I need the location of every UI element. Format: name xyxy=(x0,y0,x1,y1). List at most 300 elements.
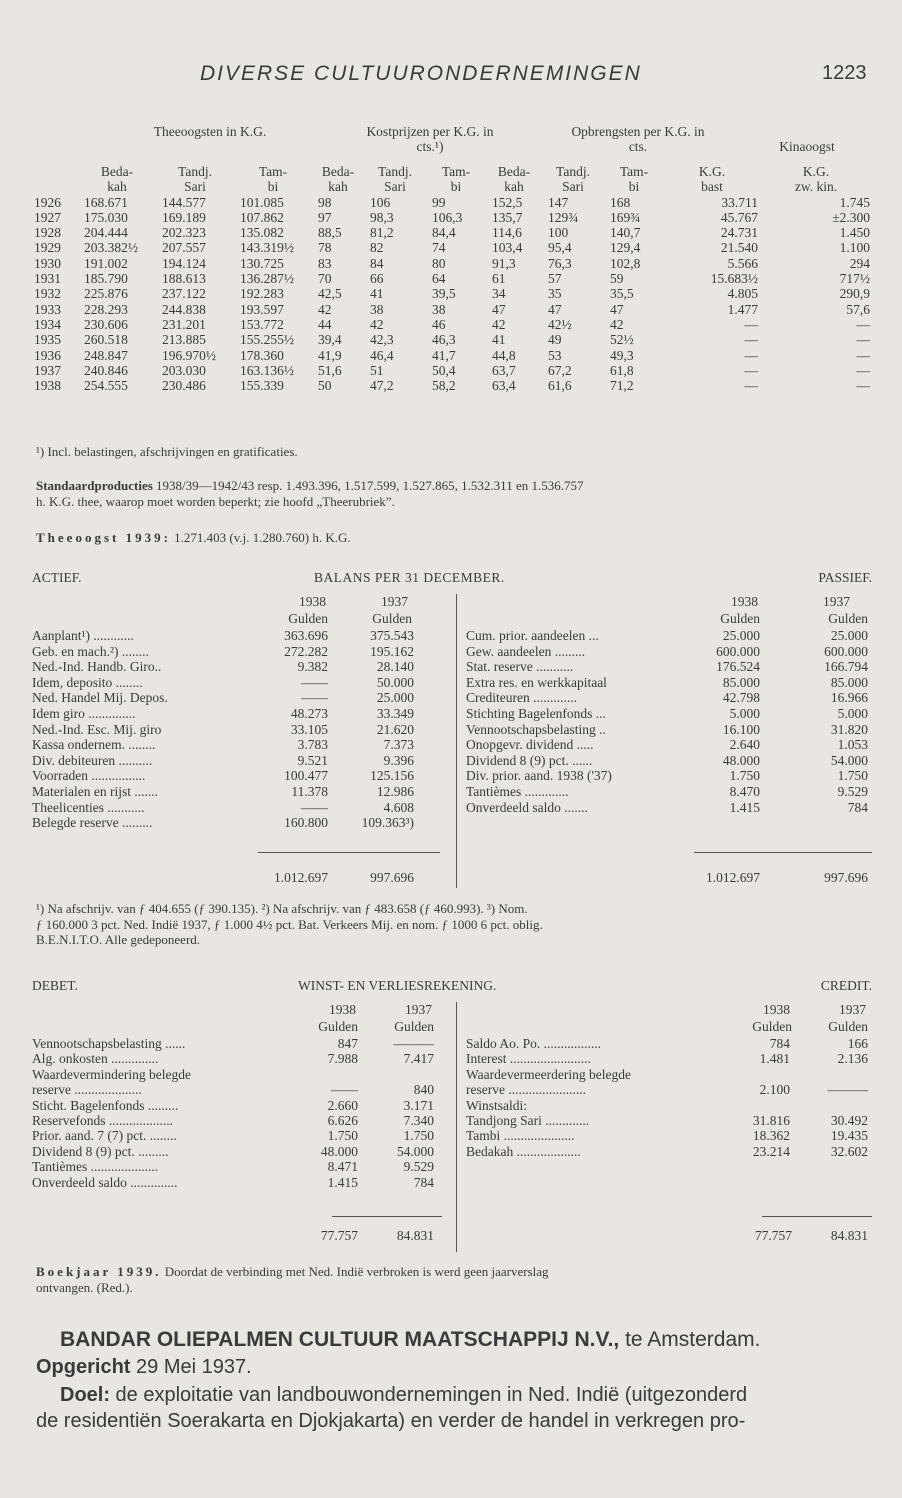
column-header: bi xyxy=(628,179,640,195)
passief-total-1938: 1.012.697 xyxy=(706,870,760,885)
table-cell: 95,4 xyxy=(548,240,572,256)
table-cell: 44 xyxy=(318,316,332,332)
value-1938: 3.783 xyxy=(297,737,328,753)
line-label: Idem giro .............. xyxy=(32,705,136,721)
value-1938: 1.481 xyxy=(759,1051,790,1067)
table-cell: 84 xyxy=(370,255,384,271)
column-header: zw. kin. xyxy=(794,179,838,195)
line-label: Voorraden ................ xyxy=(32,768,146,784)
list-item xyxy=(466,737,872,753)
value-1937: 375.543 xyxy=(370,628,414,643)
table-cell: 57 xyxy=(548,271,562,287)
page-number: 1223 xyxy=(822,62,867,84)
column-header: kah xyxy=(504,179,524,195)
column-header: Sari xyxy=(562,179,584,195)
value-1937: 9.529 xyxy=(403,1159,434,1175)
line-label: Cum. prior. aandeelen ... xyxy=(466,628,599,643)
table-cell: — xyxy=(744,347,758,363)
table-cell: 1.477 xyxy=(727,301,758,317)
credit-rule xyxy=(762,1216,872,1217)
line-label: Onverdeeld saldo ....... xyxy=(466,799,588,815)
column-header: Beda- xyxy=(497,164,531,179)
table-cell: 114,6 xyxy=(492,225,522,241)
table-cell: 24.731 xyxy=(720,225,758,241)
table-cell: 81,2 xyxy=(370,225,394,241)
value-1938: 7.988 xyxy=(327,1051,358,1067)
group-header-opbrengsten xyxy=(568,124,708,154)
value-1937: 1.750 xyxy=(837,768,868,784)
table-cell: 294 xyxy=(849,255,870,271)
table-cell: — xyxy=(856,362,870,378)
unit-1938: Gulden xyxy=(288,611,328,626)
value-1938: 1.415 xyxy=(327,1174,358,1190)
value-1937: 2.136 xyxy=(837,1051,868,1067)
value-1937: 600.000 xyxy=(824,643,868,659)
table-cell: 152,5 xyxy=(492,194,523,210)
line-label: Div. debiteuren .......... xyxy=(32,752,153,768)
table-cell: 42,3 xyxy=(370,332,394,348)
value-1938: —— xyxy=(301,799,328,815)
column-header: K.G. xyxy=(698,164,726,179)
table-row xyxy=(32,363,872,378)
value-1938: 8.470 xyxy=(729,783,760,799)
actief-rule xyxy=(258,852,440,853)
value-1937: 31.820 xyxy=(830,721,868,737)
list-item xyxy=(32,1036,442,1051)
value-1937: 7.417 xyxy=(403,1051,434,1067)
column-header: Tam- xyxy=(619,164,649,179)
value-1938: 42.798 xyxy=(722,690,760,706)
table-cell: 717½ xyxy=(839,271,870,287)
list-item xyxy=(466,1113,872,1128)
table-cell: 88,5 xyxy=(318,225,342,241)
table-cell: 49 xyxy=(548,332,562,348)
table-cell: — xyxy=(856,316,870,332)
value-1937: 7.373 xyxy=(383,737,414,753)
table-cell: 153.772 xyxy=(240,316,284,332)
table-cell: 50,4 xyxy=(432,362,456,378)
table-cell: — xyxy=(744,362,758,378)
value-1937: 28.140 xyxy=(376,659,414,675)
actief-total-1938: 1.012.697 xyxy=(274,870,328,885)
value-1937: 21.620 xyxy=(376,721,414,737)
table-cell: 101.085 xyxy=(240,194,284,210)
group-header-text: Theeoogsten in K.G. xyxy=(153,124,267,139)
list-item xyxy=(466,690,872,706)
balance-right-title: PASSIEF. xyxy=(818,570,872,585)
value-1937: 840 xyxy=(413,1082,434,1098)
line-label: Interest ........................ xyxy=(466,1051,591,1067)
standard-text-2: h. K.G. thee, waarop moet worden beperkt; zie hoofd „Theerubriek”. xyxy=(36,494,395,509)
debet-total-1937: 84.831 xyxy=(396,1228,434,1243)
list-item xyxy=(466,1144,872,1159)
list-item xyxy=(32,1067,442,1082)
group-header-text: Opbrengsten per K.G. in cts. xyxy=(571,124,705,154)
table-cell: 46,4 xyxy=(370,347,394,363)
table-cell: 50 xyxy=(318,378,332,394)
column-header: bi xyxy=(267,179,279,195)
group-header-text: Kinaoogst xyxy=(779,139,835,154)
line-label: Tambi ..................... xyxy=(466,1128,575,1144)
table-cell: — xyxy=(856,332,870,348)
table-row xyxy=(32,225,872,240)
table-cell: 71,2 xyxy=(610,378,634,394)
value-1937: 4.608 xyxy=(383,799,414,815)
list-item xyxy=(466,1098,872,1113)
balance-footnote-3: B.E.N.I.T.O. Alle gedeponeerd. xyxy=(36,932,201,947)
table-cell: 38 xyxy=(370,301,384,317)
list-item xyxy=(32,1113,442,1128)
value-1938: 9.382 xyxy=(297,659,328,675)
line-label: Prior. aand. 7 (7) pct. ........ xyxy=(32,1128,177,1144)
list-item xyxy=(32,722,452,738)
value-1938: 33.105 xyxy=(290,721,328,737)
table-cell: 129¾ xyxy=(548,209,579,225)
line-label: Vennootschapsbelasting .. xyxy=(466,721,606,737)
line-label: Reservefonds ................... xyxy=(32,1112,173,1128)
table-cell: 35,5 xyxy=(610,286,634,302)
table-cell: 230.606 xyxy=(84,316,128,332)
passief-rule xyxy=(694,852,872,853)
table-cell: 193.597 xyxy=(240,301,284,317)
table-cell: 203.382½ xyxy=(84,240,138,256)
value-1938: 48.273 xyxy=(290,705,328,721)
pl-unit-1938: Gulden xyxy=(318,1019,358,1034)
table-cell: 178.360 xyxy=(240,347,284,363)
founded-date: 29 Mei 1937. xyxy=(130,1356,252,1378)
founded-label: Opgericht xyxy=(36,1356,131,1378)
value-1937: 54.000 xyxy=(830,752,868,768)
boekjaar-note xyxy=(36,1264,872,1295)
column-header: kah xyxy=(328,179,348,195)
table-cell: 41 xyxy=(370,286,384,302)
table-cell: 70 xyxy=(318,271,332,287)
table-cell: 42 xyxy=(610,316,624,332)
line-label: Tantièmes ............. xyxy=(466,783,569,799)
list-item xyxy=(32,737,452,753)
group-header-theeoogsten xyxy=(150,124,270,139)
line-label: Extra res. en werkkapitaal xyxy=(466,674,607,690)
value-1937: 16.966 xyxy=(830,690,868,706)
balance-footnote-2: ƒ 160.000 3 pct. Ned. Indië 1937, ƒ 1.000 4½ pct. Bat. Verkeers Mij. en nom. ƒ 1000 6 pct. oblig. xyxy=(36,916,543,932)
pl-unit-1938-right: Gulden xyxy=(752,1019,792,1034)
pl-year-1938: 1938 xyxy=(329,1002,356,1017)
table-cell: 188.613 xyxy=(162,271,206,287)
list-item xyxy=(32,815,452,831)
column-header: Tandj. xyxy=(556,164,590,179)
table-cell: 63,7 xyxy=(492,362,516,378)
goal-line-2: de residentiën Soerakarta en Djokjakarta) en verder de handel in verkregen pro- xyxy=(36,1410,746,1432)
table-cell: 82 xyxy=(370,240,384,256)
column-header: Tam- xyxy=(258,164,288,179)
debet-rule xyxy=(332,1216,442,1217)
table-cell: 202.323 xyxy=(162,225,206,241)
list-item xyxy=(466,644,872,660)
table-cell: — xyxy=(744,316,758,332)
value-1938: 25.000 xyxy=(722,628,760,643)
table-cell: 98,3 xyxy=(370,209,394,225)
value-1938: 2.640 xyxy=(729,737,760,753)
table-cell: 41,9 xyxy=(318,347,342,363)
value-1938: 1.415 xyxy=(729,799,760,815)
line-label: Sticht. Bagelenfonds ......... xyxy=(32,1097,179,1113)
value-1937: 1.750 xyxy=(403,1128,434,1144)
table-cell: 1.100 xyxy=(839,240,870,256)
value-1937: 54.000 xyxy=(396,1143,434,1159)
year-cell: 1931 xyxy=(34,271,61,287)
table-cell: 44,8 xyxy=(492,347,516,363)
production-table xyxy=(32,164,872,393)
table-cell: 103,4 xyxy=(492,240,523,256)
table-cell: 99 xyxy=(432,194,446,210)
table-cell: 155.339 xyxy=(240,378,284,394)
table-row xyxy=(32,240,872,255)
line-label: Theelicenties ........... xyxy=(32,799,145,815)
line-label: reserve ....................... xyxy=(466,1082,586,1098)
table-cell: 49,3 xyxy=(610,347,634,363)
pl-year-1937-right: 1937 xyxy=(839,1002,866,1017)
line-label: Aanplant¹) ............ xyxy=(32,628,134,643)
list-item xyxy=(466,1082,872,1097)
table-cell: 51 xyxy=(370,362,384,378)
table-cell: 78 xyxy=(318,240,332,256)
table-cell: 61 xyxy=(492,271,506,287)
table-cell: 61,8 xyxy=(610,362,634,378)
table-cell: 102,8 xyxy=(610,255,641,271)
running-header: DIVERSE CULTUURONDERNEMINGEN xyxy=(200,62,642,85)
standard-label: Standaardproducties xyxy=(36,478,153,493)
line-label: Vennootschapsbelasting ...... xyxy=(32,1036,186,1051)
table-cell: 33.711 xyxy=(721,194,758,210)
table-cell: 207.557 xyxy=(162,240,206,256)
table-cell: 98 xyxy=(318,194,332,210)
table-cell: 230.486 xyxy=(162,378,206,394)
line-label: Kassa ondernem. ........ xyxy=(32,737,156,753)
table-cell: 240.846 xyxy=(84,362,128,378)
table-cell: 260.518 xyxy=(84,332,128,348)
table-cell: 163.136½ xyxy=(240,362,294,378)
theeoogst-text: 1.271.403 (v.j. 1.280.760) h. K.G. xyxy=(170,530,351,545)
table-cell: 196.970½ xyxy=(162,347,216,363)
table-cell: 107.862 xyxy=(240,209,284,225)
line-label: Winstsaldi: xyxy=(466,1097,527,1113)
production-footnote: ¹) Incl. belastingen, afschrijvingen en gratificaties. xyxy=(36,444,298,459)
list-item xyxy=(32,1159,442,1174)
list-item xyxy=(32,800,452,816)
table-cell: 192.283 xyxy=(240,286,284,302)
table-cell: 52½ xyxy=(610,332,634,348)
credit-total-1937: 84.831 xyxy=(830,1228,868,1243)
table-cell: 42 xyxy=(318,301,332,317)
list-item xyxy=(32,753,452,769)
table-cell: 51,6 xyxy=(318,362,342,378)
value-1937: 19.435 xyxy=(830,1128,868,1144)
table-cell: 46 xyxy=(432,316,446,332)
balance-footnotes xyxy=(36,901,872,948)
table-cell: 175.030 xyxy=(84,209,128,225)
value-1937: 50.000 xyxy=(376,674,414,690)
column-header: kah xyxy=(107,179,127,195)
value-1938: 16.100 xyxy=(722,721,760,737)
value-1938: 100.477 xyxy=(284,768,328,784)
passief-total-1937: 997.696 xyxy=(824,870,868,885)
table-cell: 225.876 xyxy=(84,286,128,302)
column-header: Beda- xyxy=(100,164,134,179)
table-cell: 57,6 xyxy=(846,301,870,317)
table-cell: 80 xyxy=(432,255,446,271)
boekjaar-label: Boekjaar 1939. xyxy=(36,1264,162,1279)
value-1938: 18.362 xyxy=(752,1128,790,1144)
line-label: Div. prior. aand. 1938 ('37) xyxy=(466,768,612,784)
line-label: Dividend 8 (9) pct. ......... xyxy=(32,1143,169,1159)
table-cell: 135,7 xyxy=(492,209,523,225)
list-item xyxy=(32,1098,442,1113)
year-cell: 1934 xyxy=(34,316,61,332)
list-item xyxy=(466,1051,872,1066)
table-cell: 97 xyxy=(318,209,332,225)
value-1938: 31.816 xyxy=(752,1112,790,1128)
line-label: Tandjong Sari ............. xyxy=(466,1112,590,1128)
standard-productions xyxy=(36,478,872,510)
credit-list xyxy=(466,1036,872,1159)
value-1938: 48.000 xyxy=(320,1143,358,1159)
pl-divider xyxy=(456,1002,457,1252)
column-header: Tandj. xyxy=(378,164,412,179)
table-cell: 15.683½ xyxy=(710,271,758,287)
value-1937: 784 xyxy=(413,1174,434,1190)
year-cell: 1938 xyxy=(34,378,61,394)
line-label: Bedakah ................... xyxy=(466,1143,581,1159)
line-label: Onverdeeld saldo .............. xyxy=(32,1174,178,1190)
goal-text-1: de exploitatie van landbouwondernemingen in Ned. Indië (uitgezonderd xyxy=(110,1384,748,1406)
table-cell: 61,6 xyxy=(548,378,572,394)
year-cell: 1933 xyxy=(34,301,61,317)
value-1938: 23.214 xyxy=(752,1143,790,1159)
line-label: Stichting Bagelenfonds ... xyxy=(466,705,606,721)
passief-list xyxy=(466,628,872,815)
line-label: Gew. aandeelen ......... xyxy=(466,643,586,659)
value-1938: 847 xyxy=(337,1036,358,1051)
value-1938: —— xyxy=(301,674,328,690)
value-1937: 166 xyxy=(847,1036,868,1051)
boekjaar-text-2: ontvangen. (Red.). xyxy=(36,1279,133,1295)
list-item xyxy=(32,644,452,660)
year-1938-right: 1938 xyxy=(731,594,758,609)
table-cell: 47 xyxy=(610,301,624,317)
value-1937: 9.396 xyxy=(383,752,414,768)
balance-footnote-1: ¹) Na afschrijv. van ƒ 404.655 (ƒ 390.135). ²) Na afschrijv. van ƒ 483.658 (ƒ 460.993). ³) Nom. xyxy=(36,901,528,916)
table-cell: 47 xyxy=(548,301,562,317)
value-1937: 3.171 xyxy=(403,1097,434,1113)
column-header: Beda- xyxy=(321,164,355,179)
line-label: Stat. reserve ........... xyxy=(466,659,574,675)
table-cell: 76,3 xyxy=(548,255,572,271)
table-cell: 63,4 xyxy=(492,378,516,394)
table-cell: 106,3 xyxy=(432,209,463,225)
value-1937: 166.794 xyxy=(824,659,868,675)
table-cell: 231.201 xyxy=(162,316,206,332)
column-header: bast xyxy=(701,179,723,195)
table-cell: 143.319½ xyxy=(240,240,294,256)
balance-divider xyxy=(456,594,457,888)
value-1937: 1.053 xyxy=(837,737,868,753)
table-cell: 194.124 xyxy=(162,255,206,271)
table-row xyxy=(32,302,872,317)
table-cell: 130.725 xyxy=(240,255,284,271)
theeoogst-label: Theeoogst 1939: xyxy=(36,530,171,545)
year-1937-right: 1937 xyxy=(823,594,850,609)
table-row xyxy=(32,286,872,301)
theeoogst-line xyxy=(36,530,351,546)
column-header: Tandj. xyxy=(178,164,212,179)
list-item xyxy=(466,784,872,800)
value-1938: 272.282 xyxy=(284,643,328,659)
table-cell: 64 xyxy=(432,271,446,287)
table-cell: ±2.300 xyxy=(832,209,870,225)
table-row xyxy=(32,378,872,393)
table-cell: 168.671 xyxy=(84,194,128,210)
table-cell: 39,4 xyxy=(318,332,342,348)
list-item xyxy=(32,690,452,706)
list-item xyxy=(466,706,872,722)
table-cell: 41,7 xyxy=(432,347,456,363)
pl-unit-1937: Gulden xyxy=(394,1019,434,1034)
table-cell: 1.745 xyxy=(839,194,870,210)
debet-total-1938: 77.757 xyxy=(320,1228,358,1243)
list-item xyxy=(466,659,872,675)
line-label: Belegde reserve ......... xyxy=(32,815,153,831)
table-cell: 5.566 xyxy=(727,255,758,271)
table-cell: 244.838 xyxy=(162,301,206,317)
list-item xyxy=(32,1082,442,1097)
year-cell: 1926 xyxy=(34,194,61,210)
line-label: Crediteuren ............. xyxy=(466,690,577,706)
table-cell: 47,2 xyxy=(370,378,394,394)
list-item xyxy=(466,768,872,784)
value-1938: 1.750 xyxy=(327,1128,358,1144)
pl-year-1937: 1937 xyxy=(405,1002,432,1017)
year-1938: 1938 xyxy=(299,594,326,609)
table-cell: 39,5 xyxy=(432,286,456,302)
table-cell: 42,5 xyxy=(318,286,342,302)
unit-1937-right: Gulden xyxy=(828,611,868,626)
table-cell: 34 xyxy=(492,286,506,302)
value-1938: 85.000 xyxy=(722,674,760,690)
value-1938: 784 xyxy=(769,1036,790,1051)
value-1937: ——— xyxy=(393,1036,434,1051)
table-cell: 45.767 xyxy=(720,209,758,225)
table-cell: 248.847 xyxy=(84,347,128,363)
value-1937: 125.156 xyxy=(370,768,414,784)
table-cell: 84,4 xyxy=(432,225,456,241)
table-cell: 38 xyxy=(432,301,446,317)
actief-list xyxy=(32,628,452,831)
value-1937: 109.363³) xyxy=(361,815,414,831)
value-1937: 12.986 xyxy=(376,783,414,799)
goal-label: Doel: xyxy=(60,1384,110,1406)
table-cell: 169¾ xyxy=(610,209,641,225)
list-item xyxy=(32,1175,442,1190)
table-cell: 185.790 xyxy=(84,271,128,287)
table-cell: 47 xyxy=(492,301,506,317)
list-item xyxy=(466,675,872,691)
balance-title: BALANS PER 31 DECEMBER. xyxy=(314,570,505,585)
table-cell: 254.555 xyxy=(84,378,128,394)
line-label: Alg. onkosten .............. xyxy=(32,1051,159,1067)
table-cell: 140,7 xyxy=(610,225,641,241)
value-1937: 5.000 xyxy=(837,705,868,721)
value-1938: 6.626 xyxy=(327,1112,358,1128)
